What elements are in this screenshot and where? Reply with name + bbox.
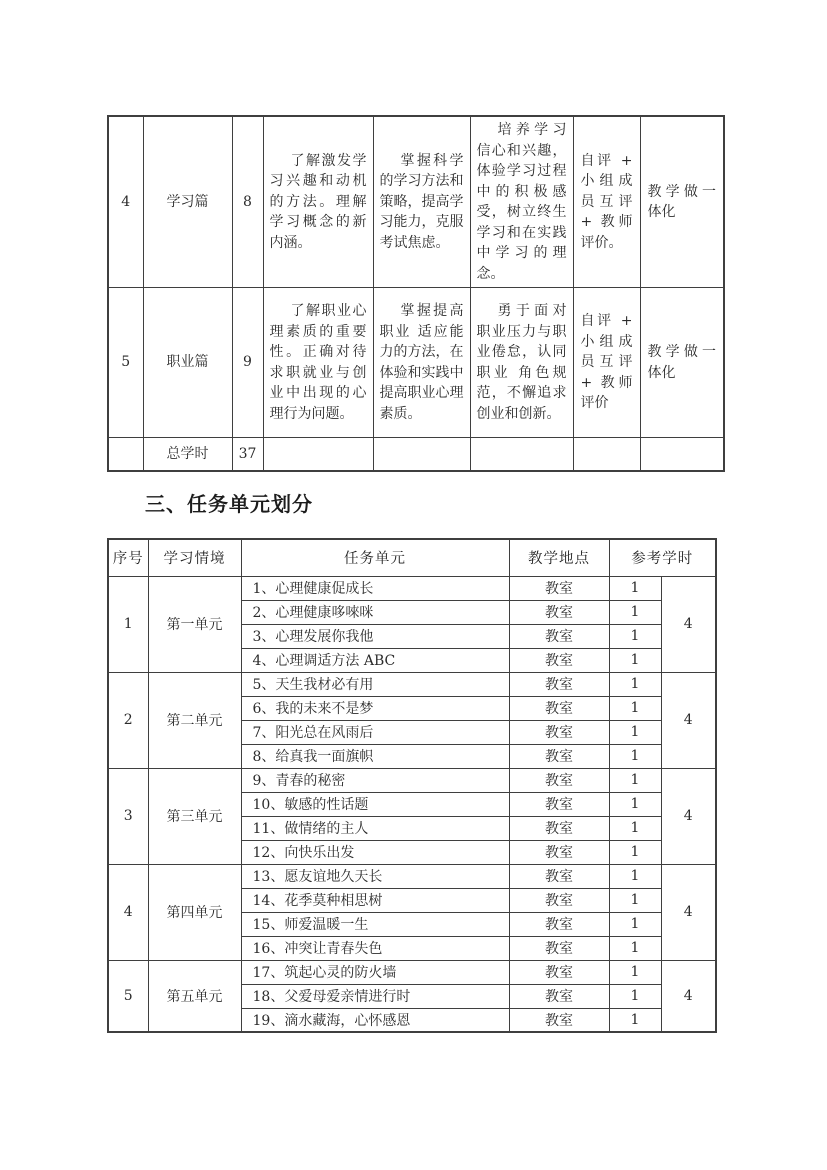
cell-location: 教室 [509,864,609,888]
cell-knowledge-goal: 了解职业心理素质的重要性。正确对待求职就业与创业中出现的心理行为问题。 [263,288,373,438]
cell-situation: 第二单元 [148,672,241,768]
empty-cell [263,438,373,471]
cell-group-index: 2 [108,672,148,768]
header-situation: 学习情境 [148,539,241,576]
cell-location: 教室 [509,576,609,600]
cell-module: 学习篇 [143,116,232,288]
cell-ability-goal: 掌握科学的学习方法和策略，提高学习能力，克服考试焦虑。 [373,116,470,288]
cell-task-name: 14、花季莫种相思树 [241,888,509,912]
table-row [108,116,724,288]
empty-cell [108,438,143,471]
cell-location: 教室 [509,672,609,696]
cell-location: 教室 [509,720,609,744]
cell-task-name: 16、冲突让青春失色 [241,936,509,960]
cell-location: 教室 [509,792,609,816]
table-row [108,576,716,600]
cell-teaching-method: 教学做一体化 [640,288,724,438]
cell-task-name: 3、心理发展你我他 [241,624,509,648]
cell-task-name: 9、青春的秘密 [241,768,509,792]
cell-situation: 第三单元 [148,768,241,864]
cell-group-total-hours: 4 [661,864,716,960]
cell-location: 教室 [509,888,609,912]
cell-task-name: 11、做情绪的主人 [241,816,509,840]
cell-location: 教室 [509,744,609,768]
cell-task-hours: 1 [609,720,661,744]
cell-task-hours: 1 [609,1008,661,1032]
table-row [108,864,716,888]
cell-quality-goal: 培养学习信心和兴趣，体验学习过程中的积极感受，树立终生学习和在实践中学习的理念。 [470,116,573,288]
header-location: 教学地点 [509,539,609,576]
empty-cell [573,438,640,471]
table-row [108,960,716,984]
table-row [108,768,716,792]
total-row [108,438,724,471]
cell-task-name: 8、给真我一面旗帜 [241,744,509,768]
section-heading: 三、任务单元划分 [145,492,313,516]
cell-location: 教室 [509,936,609,960]
cell-task-hours: 1 [609,744,661,768]
total-label-cell: 总学时 [143,438,232,471]
cell-group-index: 3 [108,768,148,864]
cell-group-index: 4 [108,864,148,960]
cell-module: 职业篇 [143,288,232,438]
cell-task-hours: 1 [609,816,661,840]
overview-table [107,115,725,472]
cell-task-hours: 1 [609,624,661,648]
cell-location: 教室 [509,624,609,648]
cell-location: 教室 [509,840,609,864]
cell-group-total-hours: 4 [661,768,716,864]
cell-task-name: 18、父爱母爱亲情进行时 [241,984,509,1008]
cell-task-hours: 1 [609,672,661,696]
cell-task-hours: 1 [609,600,661,624]
cell-task-hours: 1 [609,864,661,888]
task-table [107,538,717,1033]
cell-location: 教室 [509,960,609,984]
cell-task-hours: 1 [609,576,661,600]
cell-location: 教室 [509,1008,609,1032]
cell-group-total-hours: 4 [661,672,716,768]
header-ref-hours: 参考学时 [609,539,716,576]
cell-knowledge-goal: 了解激发学习兴趣和动机的方法。理解学习概念的新内涵。 [263,116,373,288]
cell-location: 教室 [509,984,609,1008]
cell-location: 教室 [509,816,609,840]
table-row [108,288,724,438]
cell-task-name: 17、筑起心灵的防火墙 [241,960,509,984]
cell-task-name: 19、滴水藏海，心怀感恩 [241,1008,509,1032]
cell-location: 教室 [509,600,609,624]
cell-index: 5 [108,288,143,438]
header-index: 序号 [108,539,148,576]
empty-cell [640,438,724,471]
cell-evaluation: 自评 + 小组成员互评 + 教师评价。 [573,116,640,288]
cell-task-name: 6、我的未来不是梦 [241,696,509,720]
cell-task-name: 10、敏感的性话题 [241,792,509,816]
cell-task-hours: 1 [609,792,661,816]
cell-ability-goal: 掌握提高职业 适应能力的方法，在体验和实践中提高职业心理素质。 [373,288,470,438]
cell-task-name: 12、向快乐出发 [241,840,509,864]
cell-index: 4 [108,116,143,288]
cell-situation: 第一单元 [148,576,241,672]
cell-group-index: 5 [108,960,148,1032]
cell-task-hours: 1 [609,888,661,912]
cell-task-name: 15、师爱温暖一生 [241,912,509,936]
cell-task-hours: 1 [609,936,661,960]
empty-cell [373,438,470,471]
cell-task-name: 5、天生我材必有用 [241,672,509,696]
cell-task-name: 7、阳光总在风雨后 [241,720,509,744]
cell-task-hours: 1 [609,912,661,936]
cell-location: 教室 [509,696,609,720]
cell-task-hours: 1 [609,984,661,1008]
cell-group-total-hours: 4 [661,576,716,672]
cell-hours: 8 [232,116,263,288]
cell-hours: 9 [232,288,263,438]
cell-group-total-hours: 4 [661,960,716,1032]
cell-quality-goal: 勇于面对职业压力与职业倦怠，认同职业 角色规范，不懈追求创业和创新。 [470,288,573,438]
total-value-cell: 37 [232,438,263,471]
header-row [108,539,716,576]
cell-task-hours: 1 [609,768,661,792]
empty-cell [470,438,573,471]
table-row [108,672,716,696]
cell-task-hours: 1 [609,648,661,672]
header-task-unit: 任务单元 [241,539,509,576]
cell-group-index: 1 [108,576,148,672]
cell-task-name: 1、心理健康促成长 [241,576,509,600]
cell-task-name: 4、心理调适方法 ABC [241,648,509,672]
cell-location: 教室 [509,648,609,672]
cell-task-name: 13、愿友谊地久天长 [241,864,509,888]
cell-task-hours: 1 [609,960,661,984]
cell-teaching-method: 教学做一体化 [640,116,724,288]
cell-evaluation: 自评 + 小组成员互评 + 教师评价 [573,288,640,438]
cell-location: 教室 [509,912,609,936]
cell-situation: 第四单元 [148,864,241,960]
cell-location: 教室 [509,768,609,792]
cell-task-name: 2、心理健康哆唻咪 [241,600,509,624]
cell-task-hours: 1 [609,696,661,720]
cell-situation: 第五单元 [148,960,241,1032]
cell-task-hours: 1 [609,840,661,864]
